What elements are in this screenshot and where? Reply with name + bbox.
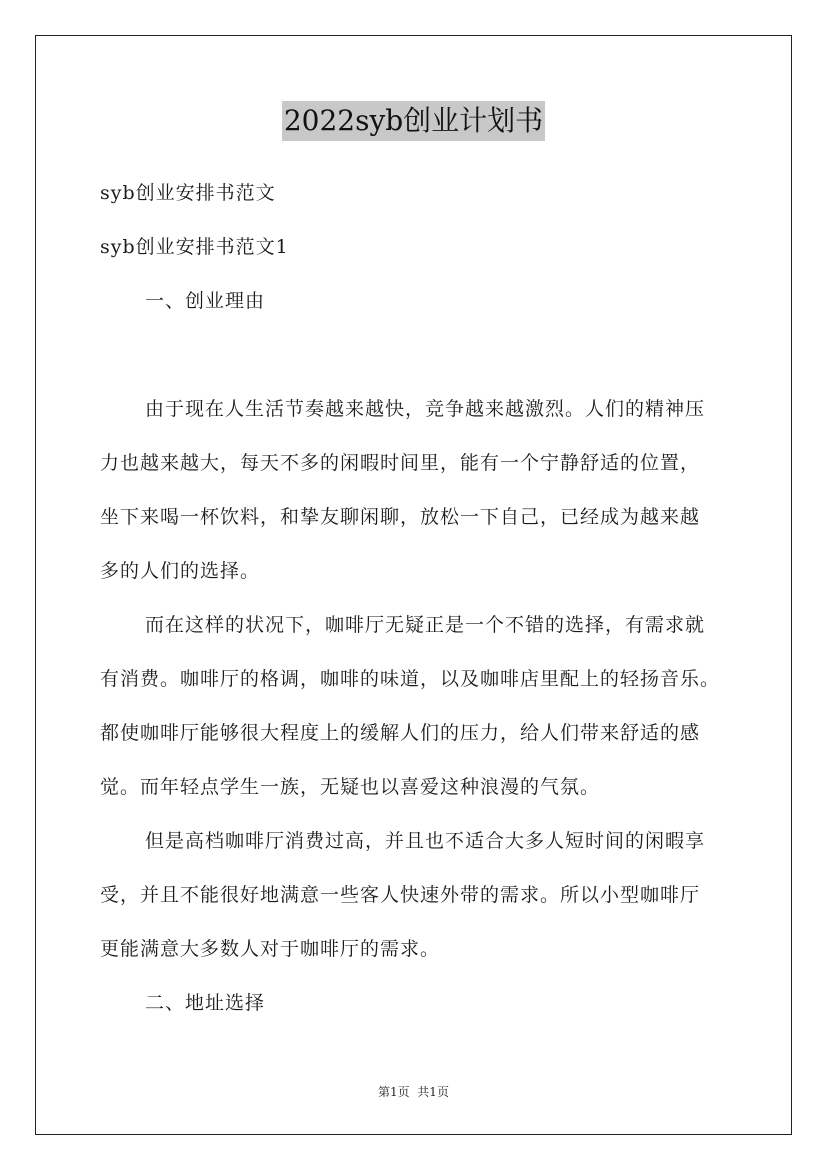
paragraph-line: 而在这样的状况下，咖啡厅无疑正是一个不错的选择，有需求就 <box>145 614 706 636</box>
heading-location: 二、地址选择 <box>145 992 266 1014</box>
document-title: 2022syb创业计划书 <box>282 101 545 141</box>
heading-reason: 一、创业理由 <box>145 290 266 312</box>
paragraph-line: 都使咖啡厅能够很大程度上的缓解人们的压力，给人们带来舒适的感 <box>100 722 701 744</box>
paragraph-line: 有消费。咖啡厅的格调，咖啡的味道，以及咖啡店里配上的轻扬音乐。 <box>100 668 721 690</box>
paragraph-line: 坐下来喝一杯饮料，和挚友聊闲聊，放松一下自己，已经成为越来越 <box>100 506 701 528</box>
page-footer: 第1页 共1页 <box>378 1085 449 1099</box>
section-heading-line: syb创业安排书范文1 <box>100 236 289 258</box>
paragraph-line: 觉。而年轻点学生一族，无疑也以喜爱这种浪漫的气氛。 <box>100 776 601 798</box>
title-container <box>0 101 827 141</box>
paragraph-line: 受，并且不能很好地满意一些客人快速外带的需求。所以小型咖啡厅 <box>100 884 701 906</box>
paragraph-line: 更能满意大多数人对于咖啡厅的需求。 <box>100 938 441 960</box>
paragraph-line: 由于现在人生活节奏越来越快，竞争越来越激烈。人们的精神压 <box>145 398 706 420</box>
subtitle-line: syb创业安排书范文 <box>100 182 276 204</box>
paragraph-line: 多的人们的选择。 <box>100 560 261 582</box>
paragraph-line: 但是高档咖啡厅消费过高，并且也不适合大多人短时间的闲暇享 <box>145 830 706 852</box>
paragraph-line: 力也越来越大，每天不多的闲暇时间里，能有一个宁静舒适的位置， <box>100 452 701 474</box>
